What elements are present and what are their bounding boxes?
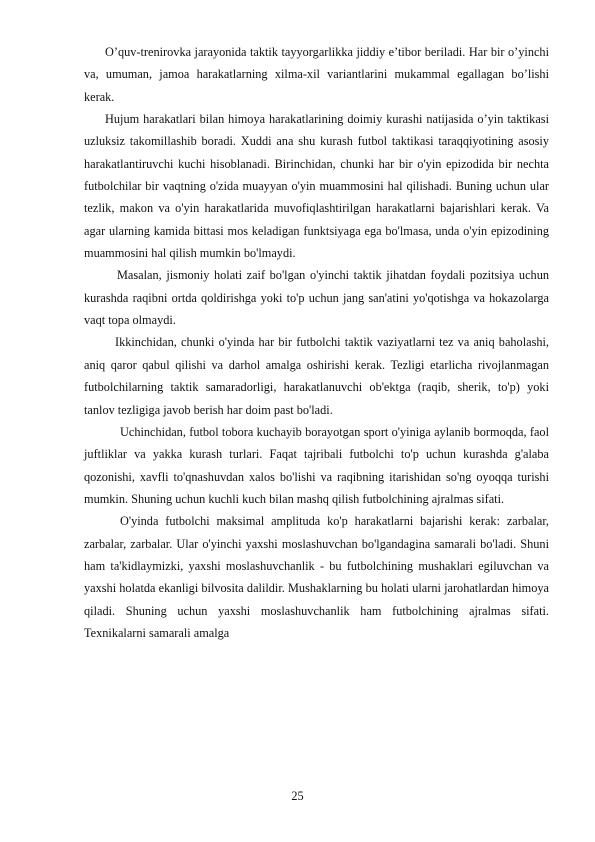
- paragraph-3: Masalan, jismoniy holati zaif bo'lgan o'yinchi taktik jihatdan foydali pozitsiya uchun kurashda raqibni ortda qoldirishga yoki to'p uchun jang san'atini yo'qotishga va hokazolarga vaqt topa olmaydi.: [84, 268, 549, 328]
- page-number: 25: [291, 789, 304, 803]
- paragraph-1: O’quv-trenirovka jarayonida taktik tayyorgarlikka jiddiy e’tibor beriladi. Har bir o’yinchi va, umuman, jamoa harakatlarning xilma-xil variantlarini mukammal egallagan bo’lishi kerak.: [84, 45, 549, 104]
- paragraph-2: Hujum harakatlari bilan himoya harakatlarining doimiy kurashi natijasida o’yin taktikasi uzluksiz takomillashib boradi. Xuddi ana shu kurash futbol taktikasi taraqqiyotining asosiy harakatlantiruvchi kuchi hisoblanadi. Birinchidan, chunki har bir o'yin epizodida bir nechta futbolchilar bir vaqtning o'zida muayyan o'yin muammosini hal qilishadi. Buning uchun ular tezlik, makon va o'yin harakatlarida muvofiqlashtirilgan harakatlarni bajarishlari kerak. Va agar ularning kamida bittasi mos keladigan funktsiyaga ega bo'lmasa, unda o'yin epizodining muammosini hal qilish mumkin bo'lmaydi.: [84, 112, 549, 261]
- body-text: [84, 41, 549, 644]
- paragraph-4: Ikkinchidan, chunki o'yinda har bir futbolchi taktik vaziyatlarni tez va aniq baholashi, aniq qaror qabul qilishi va darhol amalga oshirishi kerak. Tezligi etarlicha rivojlanmagan futbolchilarning taktik samaradorligi, harakatlanuvchi ob'ektga (raqib, sherik, to'p) yoki tanlov tezligiga javob berish har doim past bo'ladi.: [84, 335, 549, 417]
- paragraph-5: Uchinchidan, futbol tobora kuchayib borayotgan sport o'yiniga aylanib bormoqda, faol juftliklar va yakka kurash turlari. Faqat tajribali futbolchi to'p uchun kurashda g'alaba qozonishi, xavfli to'qnashuvdan xalos bo'lishi va raqibning itarishidan so'ng oyoqqa turishi mumkin. Shuning uchun kuchli kuch bilan mashq qilish futbolchining ajralmas sifati.: [84, 424, 549, 506]
- paragraph-6: O'yinda futbolchi maksimal amplituda ko'p harakatlarni bajarishi kerak: zarbalar, zarbalar, zarbalar. Ular o'yinchi yaxshi moslashuvchan bo'lgandagina samarali bo'ladi. Shuni ham ta'kidlaymizki, yaxshi moslashuvchanlik - bu futbolchining mushaklari egiluvchan va yaxshi holatda ekanligi bilvosita dalildir. Mushaklarning bu holati ularni jarohatlardan himoya qiladi. Shuning uchun yaxshi moslashuvchanlik ham futbolchining ajralmas sifati. Texnikalarni samarali amalga: [84, 514, 549, 640]
